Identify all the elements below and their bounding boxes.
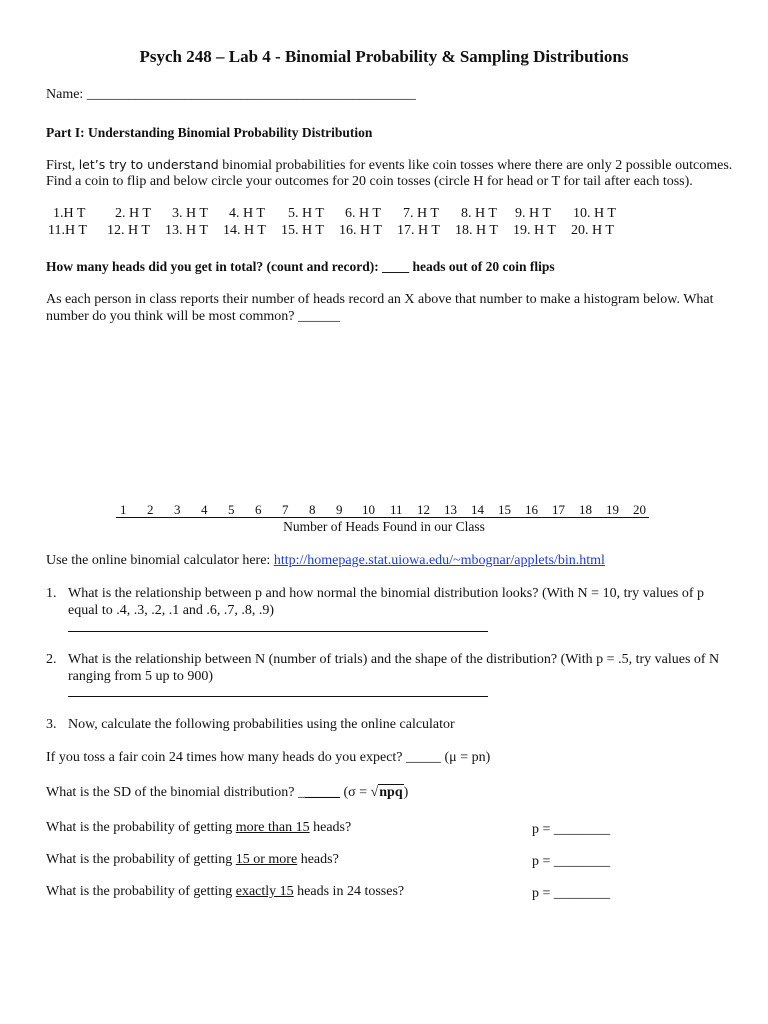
axis-tick-18: 18 bbox=[579, 502, 592, 517]
axis-tick-11: 11 bbox=[390, 502, 403, 517]
flip-16[interactable]: 16. H T bbox=[339, 223, 382, 238]
prob-question-more-than-15 bbox=[46, 819, 351, 836]
flip-7[interactable]: 7. H T bbox=[403, 206, 439, 221]
axis-tick-13: 13 bbox=[444, 502, 457, 517]
question-2-line2: ranging from 5 up to 900) bbox=[68, 669, 214, 684]
sqrt-radicand: npq bbox=[379, 785, 403, 800]
question-2-answer-line[interactable] bbox=[68, 696, 488, 697]
axis-tick-8: 8 bbox=[309, 502, 316, 517]
axis-tick-3: 3 bbox=[174, 502, 181, 517]
axis-tick-6: 6 bbox=[255, 502, 262, 517]
question-1-answer-line[interactable] bbox=[68, 631, 488, 632]
name-field-label[interactable]: Name: _______________________________________________ bbox=[46, 87, 416, 102]
flip-13[interactable]: 13. H T bbox=[165, 223, 208, 238]
sd-formula-post: ) bbox=[403, 785, 409, 800]
axis-tick-9: 9 bbox=[336, 502, 343, 517]
question-2-line1: What is the relationship between N (number of trials) and the shape of the distribution? (With p = .5, try values of N bbox=[68, 652, 720, 667]
sd-question-text: What is the SD of the binomial distribution? _ bbox=[46, 785, 305, 800]
expected-heads-question[interactable]: If you toss a fair coin 24 times how many heads do you expect? _____ (μ = pn) bbox=[46, 750, 491, 765]
question-1-line2: equal to .4, .3, .2, .1 and .6, .7, .8, .9) bbox=[68, 603, 275, 618]
axis-tick-15: 15 bbox=[498, 502, 511, 517]
flip-15[interactable]: 15. H T bbox=[281, 223, 324, 238]
intro-pre: First, bbox=[46, 158, 79, 173]
prob-answer-3[interactable]: p = ________ bbox=[532, 886, 610, 901]
prob-q3-underlined: exactly 15 bbox=[235, 884, 294, 899]
prob-q2-pre: What is the probability of getting bbox=[46, 852, 236, 867]
flip-10[interactable]: 10. H T bbox=[573, 206, 616, 221]
axis-tick-4: 4 bbox=[201, 502, 208, 517]
axis-tick-17: 17 bbox=[552, 502, 565, 517]
axis-tick-10: 10 bbox=[362, 502, 375, 517]
prob-answer-2[interactable]: p = ________ bbox=[532, 854, 610, 869]
intro-sans-text: let’s try to understand bbox=[78, 157, 219, 172]
prob-q2-underlined: 15 or more bbox=[235, 852, 298, 867]
flip-17[interactable]: 17. H T bbox=[397, 223, 440, 238]
flip-4[interactable]: 4. H T bbox=[229, 206, 265, 221]
flip-6[interactable]: 6. H T bbox=[345, 206, 381, 221]
axis-tick-12: 12 bbox=[417, 502, 430, 517]
question-3-line1: Now, calculate the following probabilities using the online calculator bbox=[68, 717, 455, 732]
flip-12[interactable]: 12. H T bbox=[107, 223, 150, 238]
flip-3[interactable]: 3. H T bbox=[172, 206, 208, 221]
prob-question-15-or-more bbox=[46, 851, 339, 868]
flip-5[interactable]: 5. H T bbox=[288, 206, 324, 221]
calculator-line bbox=[46, 552, 605, 569]
histogram-instructions-line2: number do you think will be most common? ______ bbox=[46, 309, 340, 324]
axis-tick-1: 1 bbox=[120, 502, 127, 517]
prob-q2-post: heads? bbox=[297, 852, 339, 867]
histogram-instructions-line1: As each person in class reports their number of heads record an X above that number to make a histogram below. What bbox=[46, 292, 714, 307]
sd-formula-pre: (σ = bbox=[339, 785, 371, 800]
prob-q3-pre: What is the probability of getting bbox=[46, 884, 236, 899]
flip-14[interactable]: 14. H T bbox=[223, 223, 266, 238]
sd-answer-blank[interactable]: _____ bbox=[304, 785, 340, 800]
part1-heading: Part I: Understanding Binomial Probability Distribution bbox=[46, 125, 373, 140]
axis-tick-20: 20 bbox=[633, 502, 646, 517]
prob-q1-post: heads? bbox=[309, 820, 352, 835]
axis-tick-16: 16 bbox=[525, 502, 538, 517]
prob-question-exactly-15 bbox=[46, 883, 404, 900]
prob-q3-post: heads in 24 tosses? bbox=[293, 884, 405, 899]
flip-11[interactable]: 11.H T bbox=[48, 223, 87, 238]
axis-tick-19: 19 bbox=[606, 502, 619, 517]
flip-2[interactable]: 2. H T bbox=[115, 206, 151, 221]
part1-intro-line1 bbox=[46, 156, 732, 174]
prob-answer-1[interactable]: p = ________ bbox=[532, 822, 610, 837]
histogram-xlabel: Number of Heads Found in our Class bbox=[283, 519, 485, 534]
intro-post: binomial probabilities for events like coin tosses where there are only 2 possible outcomes. bbox=[218, 158, 733, 173]
heads-total-question: How many heads did you get in total? (count and record): ____ heads out of 20 coin flips bbox=[46, 259, 555, 274]
flip-1[interactable]: 1.H T bbox=[53, 206, 86, 221]
flip-20[interactable]: 20. H T bbox=[571, 223, 614, 238]
part1-intro-line2: Find a coin to flip and below circle your outcomes for 20 coin tosses (circle H for head or T for tail after each toss). bbox=[46, 174, 693, 189]
flip-19[interactable]: 19. H T bbox=[513, 223, 556, 238]
flip-8[interactable]: 8. H T bbox=[461, 206, 497, 221]
question-1-line1: What is the relationship between p and how normal the binomial distribution looks? (With N = 10, try values of p bbox=[68, 586, 705, 601]
prob-q1-pre: What is the probability of getting bbox=[46, 820, 236, 835]
question-2-number: 2. bbox=[46, 652, 57, 667]
sd-question[interactable] bbox=[46, 784, 408, 801]
question-3-number: 3. bbox=[46, 717, 57, 732]
flip-9[interactable]: 9. H T bbox=[515, 206, 551, 221]
axis-tick-2: 2 bbox=[147, 502, 154, 517]
question-1-number: 1. bbox=[46, 586, 57, 601]
axis-tick-14: 14 bbox=[471, 502, 484, 517]
calculator-label: Use the online binomial calculator here: bbox=[46, 553, 274, 568]
prob-q1-underlined: more than 15 bbox=[235, 820, 310, 835]
calculator-link[interactable]: http://homepage.stat.uiowa.edu/~mbognar/applets/bin.html bbox=[273, 553, 605, 568]
axis-tick-5: 5 bbox=[228, 502, 235, 517]
histogram-axis-line bbox=[116, 517, 649, 518]
flip-18[interactable]: 18. H T bbox=[455, 223, 498, 238]
page-title: Psych 248 – Lab 4 - Binomial Probability & Sampling Distributions bbox=[139, 47, 629, 66]
sqrt-symbol: √npq bbox=[370, 785, 403, 800]
axis-tick-7: 7 bbox=[282, 502, 289, 517]
